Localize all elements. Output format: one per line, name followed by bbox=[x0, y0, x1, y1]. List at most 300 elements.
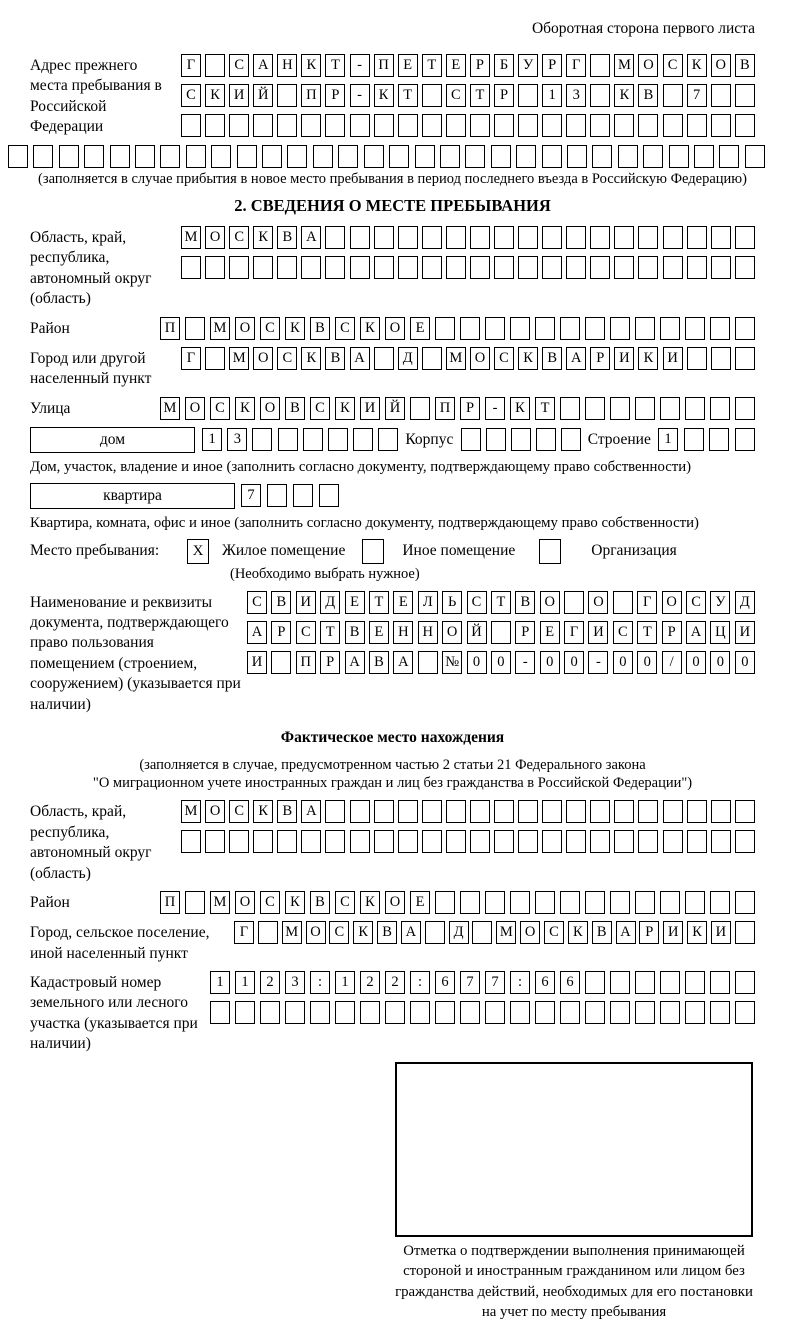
fact-note-line2: "О миграционном учете иностранных граждан и лиц без гражданства в Российской Федерации") bbox=[92, 775, 693, 792]
char-cell bbox=[446, 800, 466, 823]
char-cell: И bbox=[360, 397, 380, 420]
char-cell: 1 bbox=[210, 971, 230, 994]
char-cell: Т bbox=[535, 397, 555, 420]
char-cell bbox=[470, 830, 490, 853]
char-cell: Г bbox=[637, 591, 657, 614]
char-cell: О bbox=[662, 591, 682, 614]
char-cell: Е bbox=[410, 891, 430, 914]
char-cell bbox=[422, 256, 442, 279]
oblast-label: Область, край, республика, автономный округ (область) bbox=[30, 228, 152, 308]
char-cell bbox=[350, 114, 370, 137]
char-cell: Б bbox=[494, 54, 514, 77]
char-cell bbox=[735, 971, 755, 994]
char-cell: В bbox=[271, 591, 291, 614]
char-cell: Г bbox=[181, 54, 201, 77]
char-cell: П bbox=[160, 891, 180, 914]
char-cell: О bbox=[185, 397, 205, 420]
char-cell: В bbox=[285, 397, 305, 420]
char-cell bbox=[614, 114, 634, 137]
page-header-note: Оборотная сторона первого листа bbox=[531, 20, 755, 37]
char-cell bbox=[560, 397, 580, 420]
char-cell: Л bbox=[418, 591, 438, 614]
char-cell: И bbox=[663, 921, 683, 944]
char-cell bbox=[181, 830, 201, 853]
char-cell bbox=[735, 317, 755, 340]
char-cell bbox=[564, 591, 584, 614]
char-cell bbox=[560, 317, 580, 340]
char-cell bbox=[735, 921, 755, 944]
char-grid-row bbox=[181, 84, 755, 107]
char-cell: М bbox=[446, 347, 466, 370]
char-cell: А bbox=[566, 347, 586, 370]
char-cell bbox=[735, 800, 755, 823]
char-cell bbox=[398, 256, 418, 279]
char-cell bbox=[590, 256, 610, 279]
char-cell bbox=[485, 891, 505, 914]
char-cell: В bbox=[542, 347, 562, 370]
char-cell bbox=[735, 891, 755, 914]
kvartira-row bbox=[30, 483, 755, 509]
char-cell bbox=[410, 397, 430, 420]
char-cell: С bbox=[663, 54, 683, 77]
char-cell: 6 bbox=[435, 971, 455, 994]
char-cell: Й bbox=[467, 621, 487, 644]
char-cell bbox=[687, 114, 707, 137]
char-cell bbox=[711, 256, 731, 279]
char-cell bbox=[470, 226, 490, 249]
char-cell bbox=[313, 145, 333, 168]
char-cell bbox=[663, 256, 683, 279]
char-cell: 2 bbox=[360, 971, 380, 994]
char-cell bbox=[643, 145, 663, 168]
char-cell bbox=[325, 830, 345, 853]
char-cell: О bbox=[711, 54, 731, 77]
char-cell bbox=[535, 891, 555, 914]
char-cell: С bbox=[544, 921, 564, 944]
char-cell: К bbox=[301, 54, 321, 77]
prev-address-footnote: (заполняется в случае прибытия в новое место пребывания в период последнего въезда в Российскую Федерацию) bbox=[38, 170, 747, 187]
char-cell bbox=[262, 145, 282, 168]
char-cell: К bbox=[614, 84, 634, 107]
char-cell bbox=[465, 145, 485, 168]
char-cell bbox=[516, 145, 536, 168]
char-cell bbox=[566, 226, 586, 249]
char-cell bbox=[687, 256, 707, 279]
char-cell: К bbox=[235, 397, 255, 420]
char-cell bbox=[374, 226, 394, 249]
char-cell: : bbox=[510, 971, 530, 994]
char-cell: С bbox=[686, 591, 706, 614]
char-cell: А bbox=[401, 921, 421, 944]
char-cell bbox=[613, 591, 633, 614]
char-cell bbox=[687, 830, 707, 853]
char-cell bbox=[660, 317, 680, 340]
char-cell: И bbox=[588, 621, 608, 644]
char-cell: К bbox=[638, 347, 658, 370]
char-grid-row bbox=[202, 427, 398, 451]
char-cell bbox=[735, 830, 755, 853]
char-cell: М bbox=[614, 54, 634, 77]
char-cell bbox=[687, 347, 707, 370]
char-cell bbox=[687, 226, 707, 249]
char-cell: О bbox=[385, 317, 405, 340]
char-cell bbox=[374, 114, 394, 137]
char-cell bbox=[635, 891, 655, 914]
char-cell: Ь bbox=[442, 591, 462, 614]
char-cell bbox=[59, 145, 79, 168]
char-cell: Д bbox=[449, 921, 469, 944]
char-cell bbox=[435, 891, 455, 914]
char-cell: 2 bbox=[385, 971, 405, 994]
char-cell bbox=[422, 114, 442, 137]
char-cell: Р bbox=[639, 921, 659, 944]
kadastr-grid bbox=[210, 971, 755, 1024]
char-cell: Н bbox=[277, 54, 297, 77]
char-cell bbox=[518, 800, 538, 823]
char-cell bbox=[709, 428, 729, 451]
char-cell bbox=[253, 830, 273, 853]
char-cell bbox=[398, 800, 418, 823]
char-cell: И bbox=[711, 921, 731, 944]
char-cell: Р bbox=[662, 621, 682, 644]
char-cell bbox=[301, 256, 321, 279]
char-cell bbox=[350, 226, 370, 249]
char-cell: В bbox=[638, 84, 658, 107]
char-cell bbox=[660, 397, 680, 420]
mesto-note: (Необходимо выбрать нужное) bbox=[230, 565, 420, 582]
char-cell: В bbox=[369, 651, 389, 674]
char-cell bbox=[235, 1001, 255, 1024]
char-cell bbox=[285, 1001, 305, 1024]
char-grid-row bbox=[160, 317, 755, 340]
char-cell: 3 bbox=[566, 84, 586, 107]
char-cell: С bbox=[494, 347, 514, 370]
char-cell: В bbox=[345, 621, 365, 644]
char-cell: В bbox=[325, 347, 345, 370]
char-cell bbox=[685, 891, 705, 914]
char-cell bbox=[186, 145, 206, 168]
char-cell bbox=[422, 226, 442, 249]
form-content bbox=[0, 54, 800, 1322]
char-cell: К bbox=[285, 317, 305, 340]
char-cell: У bbox=[710, 591, 730, 614]
option-organizatsiya-label: Организация bbox=[591, 542, 677, 560]
char-cell: К bbox=[510, 397, 530, 420]
mesto-label: Место пребывания: bbox=[30, 542, 160, 560]
char-grid-row bbox=[247, 591, 755, 614]
char-cell bbox=[590, 800, 610, 823]
char-cell bbox=[735, 1001, 755, 1024]
char-cell bbox=[542, 226, 562, 249]
fact-gorod-label: Город, сельское поселение, иной населенный пункт bbox=[30, 924, 210, 962]
char-cell bbox=[735, 256, 755, 279]
char-cell bbox=[374, 800, 394, 823]
char-cell: А bbox=[247, 621, 267, 644]
char-cell bbox=[422, 347, 442, 370]
char-cell: И bbox=[296, 591, 316, 614]
char-cell bbox=[350, 800, 370, 823]
char-cell bbox=[685, 397, 705, 420]
char-cell bbox=[418, 651, 438, 674]
char-cell: - bbox=[588, 651, 608, 674]
char-cell bbox=[638, 226, 658, 249]
char-cell: П bbox=[301, 84, 321, 107]
char-cell bbox=[353, 428, 373, 451]
char-cell bbox=[252, 428, 272, 451]
char-cell bbox=[360, 1001, 380, 1024]
char-cell bbox=[585, 891, 605, 914]
char-cell bbox=[711, 347, 731, 370]
char-cell bbox=[511, 428, 531, 451]
checkbox-organizatsiya bbox=[539, 539, 561, 564]
char-cell: 7 bbox=[687, 84, 707, 107]
char-cell: 6 bbox=[560, 971, 580, 994]
char-cell: 0 bbox=[735, 651, 755, 674]
oblast-grid bbox=[181, 226, 755, 279]
char-cell: Ц bbox=[710, 621, 730, 644]
char-cell bbox=[258, 921, 278, 944]
char-cell bbox=[277, 830, 297, 853]
char-cell: О bbox=[540, 591, 560, 614]
char-cell bbox=[710, 891, 730, 914]
char-cell bbox=[660, 891, 680, 914]
oblast-block bbox=[30, 226, 755, 310]
char-grid-row bbox=[160, 891, 755, 914]
char-cell bbox=[374, 347, 394, 370]
char-cell bbox=[542, 145, 562, 168]
char-cell bbox=[310, 1001, 330, 1024]
char-cell: И bbox=[663, 347, 683, 370]
char-cell: 0 bbox=[540, 651, 560, 674]
char-cell bbox=[485, 317, 505, 340]
char-cell bbox=[590, 54, 610, 77]
char-cell bbox=[435, 317, 455, 340]
char-cell: 1 bbox=[658, 428, 678, 451]
char-cell: С bbox=[229, 226, 249, 249]
char-cell: Т bbox=[325, 54, 345, 77]
char-cell bbox=[669, 145, 689, 168]
char-cell bbox=[536, 428, 556, 451]
char-cell: С bbox=[181, 84, 201, 107]
char-cell bbox=[84, 145, 104, 168]
char-cell bbox=[364, 145, 384, 168]
fact-rayon-label: Район bbox=[30, 894, 70, 912]
char-cell: П bbox=[435, 397, 455, 420]
char-cell: 1 bbox=[335, 971, 355, 994]
char-cell: К bbox=[518, 347, 538, 370]
kvartira-caption: Квартира, комната, офис и иное (заполнить согласно документу, подтверждающему право собственности) bbox=[30, 514, 699, 531]
char-grid-row bbox=[461, 427, 581, 451]
char-cell: С bbox=[260, 317, 280, 340]
char-cell bbox=[267, 484, 287, 507]
char-cell bbox=[560, 891, 580, 914]
rayon-block bbox=[30, 317, 755, 340]
char-cell bbox=[663, 800, 683, 823]
char-cell: Т bbox=[637, 621, 657, 644]
document-label: Наименование и реквизиты документа, подтверждающего право пользования помещением (строением, сооружением) (указывается при наличии) bbox=[30, 593, 241, 713]
char-cell: В bbox=[377, 921, 397, 944]
char-cell: К bbox=[285, 891, 305, 914]
char-cell bbox=[491, 621, 511, 644]
char-cell: Е bbox=[393, 591, 413, 614]
char-cell bbox=[374, 256, 394, 279]
char-cell bbox=[735, 226, 755, 249]
prev-address-grid bbox=[181, 54, 755, 137]
char-cell bbox=[663, 226, 683, 249]
fact-oblast-grid bbox=[181, 800, 755, 853]
fact-oblast-block bbox=[30, 800, 755, 884]
char-cell bbox=[185, 891, 205, 914]
char-cell: Г bbox=[566, 54, 586, 77]
fact-oblast-label: Область, край, республика, автономный округ (область) bbox=[30, 803, 152, 882]
mesto-row bbox=[30, 539, 755, 564]
document-block bbox=[30, 591, 755, 716]
char-cell bbox=[542, 830, 562, 853]
char-cell: 7 bbox=[241, 484, 261, 507]
char-cell: О bbox=[253, 347, 273, 370]
char-cell bbox=[685, 317, 705, 340]
char-cell bbox=[614, 800, 634, 823]
char-cell: К bbox=[335, 397, 355, 420]
char-cell: 0 bbox=[710, 651, 730, 674]
char-cell bbox=[711, 830, 731, 853]
char-cell: Д bbox=[398, 347, 418, 370]
char-cell bbox=[398, 114, 418, 137]
char-cell bbox=[181, 114, 201, 137]
char-grid-row bbox=[181, 830, 755, 853]
char-cell: У bbox=[518, 54, 538, 77]
char-cell: С bbox=[229, 800, 249, 823]
char-cell: Е bbox=[540, 621, 560, 644]
char-cell bbox=[494, 800, 514, 823]
char-grid-row bbox=[181, 256, 755, 279]
stamp-area bbox=[395, 1062, 753, 1322]
option-inoe-label: Иное помещение bbox=[402, 542, 516, 560]
char-cell: Р bbox=[325, 84, 345, 107]
char-cell: 1 bbox=[202, 428, 222, 451]
char-cell: 0 bbox=[564, 651, 584, 674]
char-cell: О bbox=[306, 921, 326, 944]
char-cell: А bbox=[393, 651, 413, 674]
char-cell: В bbox=[735, 54, 755, 77]
char-cell: - bbox=[350, 54, 370, 77]
char-cell bbox=[460, 891, 480, 914]
char-cell: 7 bbox=[485, 971, 505, 994]
char-cell: К bbox=[374, 84, 394, 107]
char-cell bbox=[518, 830, 538, 853]
char-cell: Е bbox=[410, 317, 430, 340]
checkbox-inoe bbox=[362, 539, 384, 564]
char-cell bbox=[684, 428, 704, 451]
char-cell bbox=[566, 830, 586, 853]
char-cell: Д bbox=[735, 591, 755, 614]
stamp-caption: Отметка о подтверждении выполнения принимающей стороной и иностранным гражданином или лицом без гражданства действий, необходимых для его постановки на учет по месту пребывания bbox=[395, 1242, 753, 1320]
char-cell bbox=[518, 256, 538, 279]
char-cell bbox=[567, 145, 587, 168]
char-cell bbox=[518, 84, 538, 107]
char-cell bbox=[535, 317, 555, 340]
char-cell bbox=[325, 256, 345, 279]
char-cell bbox=[229, 830, 249, 853]
char-cell bbox=[592, 145, 612, 168]
char-cell bbox=[494, 114, 514, 137]
char-cell bbox=[260, 1001, 280, 1024]
char-cell: О bbox=[470, 347, 490, 370]
char-cell: М bbox=[496, 921, 516, 944]
char-grid-row bbox=[181, 347, 755, 370]
char-cell bbox=[542, 256, 562, 279]
char-cell: Й bbox=[385, 397, 405, 420]
char-cell bbox=[510, 317, 530, 340]
char-cell: О bbox=[235, 317, 255, 340]
char-cell: Н bbox=[393, 621, 413, 644]
char-cell: / bbox=[662, 651, 682, 674]
char-cell bbox=[618, 145, 638, 168]
fact-rayon-block bbox=[30, 891, 755, 914]
char-cell: 0 bbox=[467, 651, 487, 674]
dom-caption: Дом, участок, владение и иное (заполнить согласно документу, подтверждающему право собственности) bbox=[30, 458, 692, 475]
char-cell bbox=[205, 830, 225, 853]
char-cell: Р bbox=[470, 54, 490, 77]
char-cell: С bbox=[247, 591, 267, 614]
korpus-label: Корпус bbox=[405, 430, 454, 448]
char-cell bbox=[446, 114, 466, 137]
char-cell bbox=[398, 226, 418, 249]
char-cell: Т bbox=[470, 84, 490, 107]
char-cell: И bbox=[735, 621, 755, 644]
char-grid-row bbox=[181, 54, 755, 77]
stroenie-label: Строение bbox=[587, 430, 651, 448]
char-cell bbox=[303, 428, 323, 451]
char-cell bbox=[470, 114, 490, 137]
char-cell: О bbox=[260, 397, 280, 420]
char-cell bbox=[560, 1001, 580, 1024]
char-cell bbox=[422, 800, 442, 823]
char-cell bbox=[590, 114, 610, 137]
char-cell: 2 bbox=[260, 971, 280, 994]
char-cell: К bbox=[253, 226, 273, 249]
char-cell bbox=[350, 256, 370, 279]
char-cell: О bbox=[385, 891, 405, 914]
char-cell bbox=[485, 1001, 505, 1024]
char-cell bbox=[277, 114, 297, 137]
char-cell bbox=[735, 397, 755, 420]
char-cell bbox=[8, 145, 28, 168]
char-cell: Г bbox=[181, 347, 201, 370]
char-cell bbox=[566, 114, 586, 137]
kadastr-block bbox=[30, 971, 755, 1055]
fact-title: Фактическое место нахождения bbox=[280, 729, 505, 747]
char-cell: В bbox=[277, 800, 297, 823]
char-cell bbox=[542, 800, 562, 823]
char-cell bbox=[510, 891, 530, 914]
char-cell bbox=[735, 428, 755, 451]
char-grid-row bbox=[210, 1001, 755, 1024]
char-cell: И bbox=[229, 84, 249, 107]
prev-address-label: Адрес прежнего места пребывания в Российской Федерации bbox=[30, 57, 162, 136]
char-cell bbox=[237, 145, 257, 168]
char-cell: В bbox=[515, 591, 535, 614]
char-cell bbox=[301, 114, 321, 137]
char-cell bbox=[205, 347, 225, 370]
char-cell bbox=[210, 1001, 230, 1024]
char-cell bbox=[694, 145, 714, 168]
char-cell bbox=[585, 1001, 605, 1024]
char-cell bbox=[461, 428, 481, 451]
char-cell bbox=[389, 145, 409, 168]
char-cell: О bbox=[205, 800, 225, 823]
char-cell bbox=[398, 830, 418, 853]
